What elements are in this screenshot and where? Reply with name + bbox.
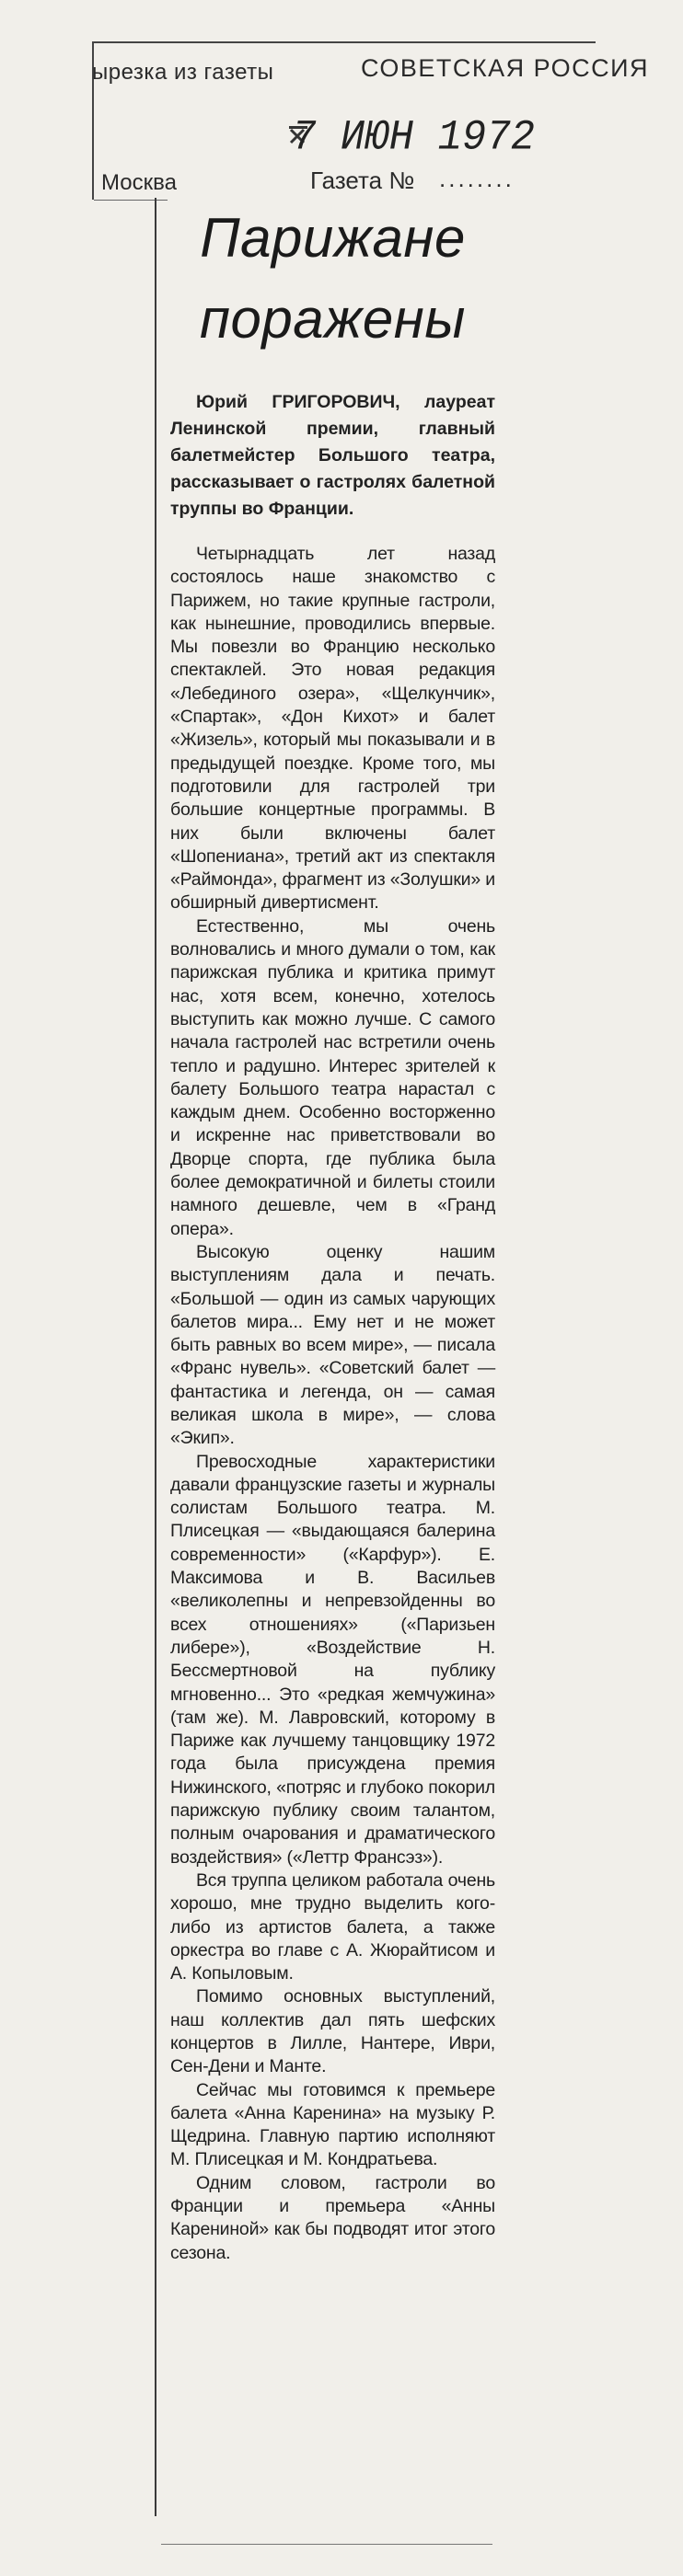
article-column: [155, 198, 495, 2516]
clipping-header: [92, 41, 649, 200]
gazeta-number-label: Газета №: [310, 167, 415, 194]
article-body: [170, 543, 495, 2265]
date-stamp: 7 ИЮН 1972: [287, 113, 539, 163]
newspaper-name: СОВЕТСКАЯ РОССИЯ: [361, 54, 649, 82]
article-lead: Юрий ГРИГОРОВИЧ, лауреат Ленинской премии, главный балетмейстер Большого театра, рассказывает о гастролях балетной труппы во Франции.: [170, 392, 495, 519]
city-label: Москва: [101, 170, 177, 195]
article-paragraph: Превосходные характеристики давали французские газеты и журналы солистам Большого театра. М. Плисецкая — «выдающаяся балерина современности» («Карфур»). Е. Максимова и В. Васильев «великолепны и непревзойденны во всех отношениях» («Паризьен либере»), «Воздействие Н. Бессмертновой на публику мгновенно... Это «редкая жемчужина» (там же). М. Лавровский, которому в Париже как лучшему танцовщику 1972 года была присуждена премия Нижинского, «потряс и глубоко покорил парижскую публику своим талантом, полным очарования и драматического воздействия» («Леттр Франсэз»).: [170, 1451, 495, 1868]
article-title: Парижане поражены: [200, 207, 466, 350]
article-paragraph: Помимо основных выступлений, наш коллектив дал пять шефских концертов в Лилле, Нантере, Иври, Сен-Дени и Манте.: [170, 1986, 495, 2077]
article-paragraph: Одним словом, гастроли во Франции и премьера «Анны Карениной» как бы подводят итог этого сезона.: [170, 2172, 495, 2263]
clipping-bottom-edge: [161, 2544, 492, 2545]
article-paragraph: Естественно, мы очень волновались и много думали о том, как парижская публика и критика примут нас, хотя всем, конечно, хотелось выступить как можно лучше. С самого начала гастролей нас встретили очень тепло и радушно. Интерес зрителей к балету Большого театра нарастал с каждым днем. Особенно восторженно и искренне нас приветствовали во Дворце спорта, где публика была более демократичной и билеты стоили намного дешевле, чем в «Гранд опера».: [170, 915, 495, 1239]
article-paragraph: Вся труппа целиком работала очень хорошо, мне трудно выделить кого-либо из артистов балета, а также оркестра во главе с А. Жюрайтисом и А. Копыловым.: [170, 1869, 495, 1984]
article-paragraph: Четырнадцать лет назад состоялось наше знакомство с Парижем, но такие крупные гастроли, как нынешние, проводились впервые. Мы повезли во Францию несколько спектаклей. Это новая редакция «Лебединого озера», «Щелкунчик», «Спартак», «Дон Кихот» и балет «Жизель», который мы показывали и в предыдущей поездке. Кроме того, мы подготовили для гастролей три большие концертные программы. В них были включены балет «Шопениана», третий акт из спектакля «Раймонда», фрагмент из «Золушки» и обширный дивертисмент.: [170, 544, 495, 914]
article-paragraph: Сейчас мы готовимся к премьере балета «Анна Каренина» на музыку Р. Щедрина. Главную партию исполняют М. Плисецкая и М. Кондратьева.: [170, 2079, 495, 2170]
clip-label: ырезка из газеты: [92, 60, 274, 85]
article-paragraph: Высокую оценку нашим выступлениям дала и печать. «Большой — один из самых чарующих балетов мира... Ему нет и не может быть равных во всем мире», — писала «Франс нувель». «Советский балет — фантастика и легенда, он — самая великая школа в мире», — слова «Экип».: [170, 1241, 495, 1449]
gazeta-number-dots: ........: [439, 165, 515, 192]
